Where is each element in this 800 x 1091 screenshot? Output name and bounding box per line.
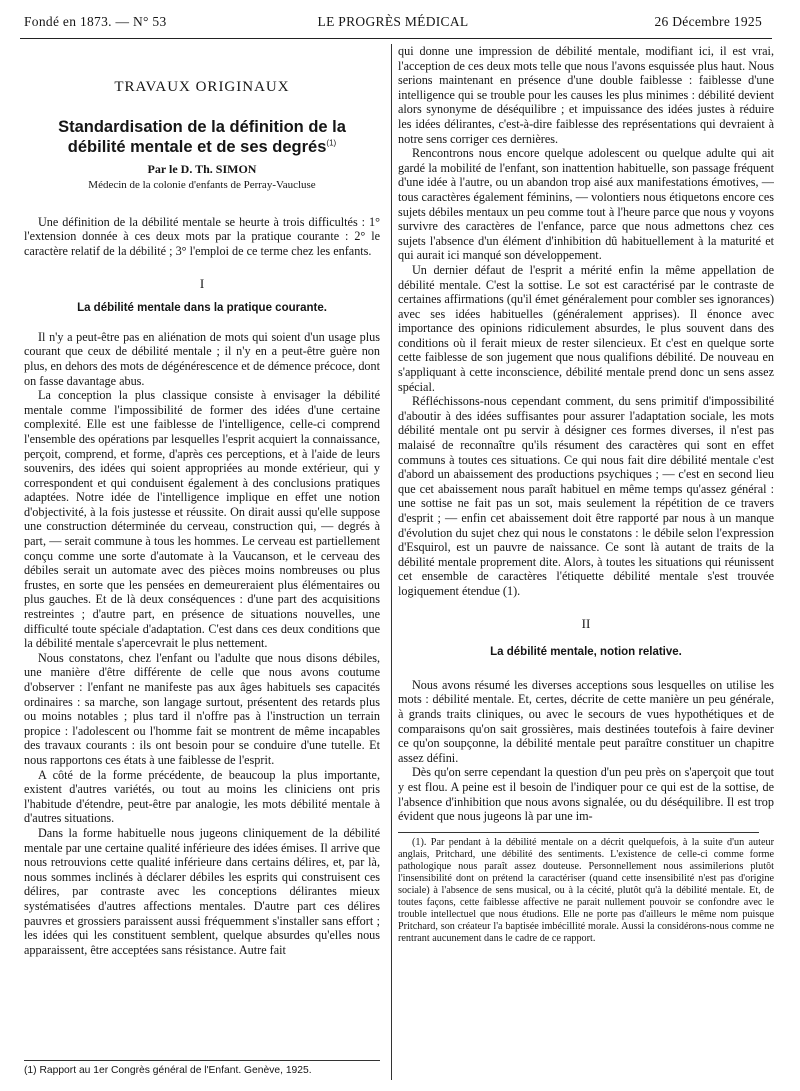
- left-column: [24, 44, 380, 1084]
- footnote: (1) Rapport au 1er Congrès général de l'Enfant. Genève, 1925.: [24, 1065, 312, 1076]
- part-number: I: [199, 275, 205, 291]
- title-line-2: débilité mentale et de ses degrés: [67, 137, 327, 156]
- title-line-1: Standardisation de la définition de la: [58, 117, 346, 136]
- title-footnote-mark: (1): [326, 138, 337, 148]
- right-column: [398, 44, 774, 1084]
- body-paragraph: qui donne une impression de débilité mentale, modifiant ici, il est vrai, l'acception de ces deux mots telle que nous l'avons esquissée plus haut. Nous serions maintenant en présence d'une double faiblesse : faiblesse d'une intelligence qui se trouble pour les causes les plus minimes : débilité devient alors synonyme de déséquilibre ; et impuissance des idées justes à réduire les idées délirantes, c'est-à-dire faiblesse des représentations qui devraient à notre sens corriger ces dernières.: [398, 44, 774, 146]
- body-paragraph: Nous avons résumé les diverses acceptions sous lesquelles on utilise les mots : débilité mentale. Et, certes, décrite de cette manière un peu générale, à grands traits cliniques, ou avec le secours de vues hypothétiques et de comparaisons qu'on sait grossières, mais destinées toutefois à faire deviner ce qu'on soupçonne, la débilité mentale peut paraître constituer un chapitre assez défini.: [398, 677, 774, 765]
- body-paragraph: Dans la forme habituelle nous jugeons cliniquement de la débilité mentale par une certaine qualité inférieure des idées émises. Il arrive que nous retrouvions cette qualité inférieure dans certains délires, et, par là, nous sommes inclinés à déclarer débiles les esprits qui construisent ces délires, par contraste avec les conceptions délirantes mieux systématisées d'autres affections mentales. D'autre part ces délires pauvres et grossiers paraissent aussi fréquemment s'installer sans effort ; les idées qui les constituent semblent, quelque absurdes qu'elles nous apparaissent, être acceptées sans résistance. Autre fait: [24, 825, 380, 957]
- intro-paragraph: Une définition de la débilité mentale se heurte à trois difficultés : 1° l'extension donnée à ces deux mots par la pratique courante : 2° le caractère relatif de la débilité ; 3° l'emploi de ce terme chez les enfants.: [24, 214, 380, 258]
- author-byline: Par le D. Th. SIMON: [147, 161, 257, 176]
- header-founded: Fondé en 1873. — N° 53: [24, 14, 167, 29]
- body-paragraph: Nous constatons, chez l'enfant ou l'adulte que nous disons débiles, une manière d'être différente de celle que nous avons coutume d'observer : l'enfant ne manifeste pas aux âges habituels ses capacités ordinaires : sa marche, son langage surtout, présentent des retards plus ou moins notables ; plus tard il n'offre pas à l'instruction un terrain propice : l'adolescent ou l'homme fait se montrent de même incapables des travaux courants : ils ont besoin pour se conduire d'une tutelle. Et nous rapportons ces états à une faiblesse de l'esprit.: [24, 650, 380, 767]
- article-title: [24, 117, 380, 157]
- body-paragraph: Rencontrons nous encore quelque adolescent ou quelque adulte qui ait gardé la mobilité de l'enfant, son inattention habituelle, son passage fréquent d'une idée à l'autre, ou un abandon trop aisé aux manifestations émotives, — tous caractères également féminins, — volontiers nous étiquetons encore ces sujets débiles mentaux un peu comme tout à l'heure parce que nous y voyons survivre des caractères de l'enfance, parce que nous admettons chez ces sujets l'absence d'un élément d'inhibition dû habituellement à la maturité et qui aurait ici manqué son développement.: [398, 146, 774, 263]
- journal-title: LE PROGRÈS MÉDICAL: [317, 14, 469, 29]
- body-paragraph: Il n'y a peut-être pas en aliénation de mots qui soient d'un usage plus courant que ceux de débilité mentale ; il n'y en a peut-être guère non plus, en dehors des mots de dégénérescence et de démence précoce, dont on fasse davantage abus.: [24, 329, 380, 388]
- part-number: II: [581, 615, 591, 631]
- column-divider: [391, 44, 392, 1080]
- body-paragraph: A côté de la forme précédente, de beaucoup la plus importante, existent d'autres variétés, ou tout au moins les cliniciens ont pris l'habitude d'étendre, peut-être par analogie, les mots débilité mentale à d'autres situations.: [24, 767, 380, 826]
- footnote-rule: [398, 832, 759, 833]
- body-paragraph: Réfléchissons-nous cependant comment, du sens primitif d'impossibilité d'aboutir à des idées suffisantes pour assurer l'adaptation sociale, les mots débilité mentale ont pu servir à désigner ces formes diverses, il n'est pas malaisé de reconnaître qu'ils résument des caractères qui sont en effet communs à toutes ces situations. Ce qui nous fait dire débilité mentale c'est d'abord un abaissement des productions psychiques ; — c'est en second lieu que cet abaissement nous paraît habituel en même temps qu'assez général : une sottise ne fait pas un sot, mais seulement la répétition de ce travers d'esprit ; — enfin cet abaissement doit être rapporté par nous à un manque d'évolution du sujet chez qui nous le constatons : le débile selon l'expression d'Esquirol, est un pauvre de naissance. Ce sont là autant de traits de la débilité mentale proprement dite. Alors, à toutes les situations qui réunissent cet ensemble de caractères l'étiquette débilité mentale s'est trouvée logiquement étendue (1).: [398, 394, 774, 598]
- body-paragraph: Un dernier défaut de l'esprit a mérité enfin la même appellation de débilité mentale. C'est la sottise. Le sot est caractérisé par le contraste de certaines affirmations (qu'il émet généralement pour combler ses ignorances) avec ses idées habituelles (généralement apprises). Il énonce avec importance des opinions ridiculement absurdes, le plus souvent dans des conditions où il ferait mieux de rester silencieux. Et c'est en quelque sorte cette faiblesse de son jugement que nous qualifions débilité. De nouveau en s'appliquant à cette inconscience, débilité mentale prend donc un sens assez spécial.: [398, 262, 774, 394]
- footnote: (1). Par pendant à la débilité mentale on a décrit quelquefois, à la suite d'un auteur anglais, Pritchard, une débilité des sentiments. L'existence de celle-ci comme forme pathologique nous paraît assez douteuse. Personnellement nous assimilerions plutôt l'insensibilité dont on prétend la caractériser (quand cette insensibilité n'est pas d'origine sociale) à l'absence de sens musical, ou à la cécité, plutôt qu'à la débilité mentale. Et, de toutes façons, cette faiblesse affective ne parait nullement pouvoir se confondre avec le trouble intellectuel que nous étudions. Elle ne porte pas d'ailleurs le même nom puisque Pritchard, son créateur l'a baptisée imbécillité morale. Aussi la considérons-nous comme ne rentrant aucunement dans le cadre de ce rapport.: [398, 836, 774, 944]
- part-title: La débilité mentale dans la pratique courante.: [77, 302, 327, 315]
- body-paragraph: Dès qu'on serre cependant la question d'un peu près on s'aperçoit que tout y est flou. A peine est il besoin de l'indiquer pour ce qui est de la sottise, de l'absence d'inhibition que nous avons signalée, ou du déséquilibre. Il est trop évident que nous jugeons là par une im-: [398, 765, 774, 824]
- left-footnote-block: [24, 1060, 380, 1076]
- part-title: La débilité mentale, notion relative.: [490, 646, 682, 659]
- body-paragraph: La conception la plus classique consiste à envisager la débilité mentale comme l'impossibilité de former des idées d'une certaine complexité. Elle est une faiblesse de l'intelligence, celle-ci comprend l'ensemble des opérations par lesquelles l'esprit acquiert la connaissance, perçoit, comprend, et forme, d'après ces perceptions, et à l'aide de leurs souvenirs, des idées qui soient appropriées au monde extérieur, qui y correspondent et qui conduisent également à des conclusions pratiques adaptées. Notre idée de l'intelligence implique en effet une notion d'objectivité, à la fois justesse et réussite. On dirait aussi qu'elle suppose une construction déterminée du cerveau, construction qui, — degrés à part, — serait commune à tous les hommes. Le cerveau est partiellement conçu comme une sorte d'automate à la Vaucanson, et le cerveau des débiles serait un automate avec des pièces moins nombreuses ou plus frustes, en sorte que les pensées en demeureraient plus élémentaires ou plus gauches. Et de là deux conséquences : d'une part des acquisitions restreintes ; d'autre part, en présence de situations nouvelles, une difficulté toute spéciale d'adaptation. C'est dans ces deux conditions que la débilité mentale s'apercevrait le plus nettement.: [24, 388, 380, 651]
- issue-date: 26 Décembre 1925: [654, 14, 762, 29]
- footnote-rule: [24, 1060, 380, 1061]
- author-affiliation: Médecin de la colonie d'enfants de Perray-Vaucluse: [88, 179, 316, 192]
- running-header: [24, 14, 762, 36]
- section-heading: TRAVAUX ORIGINAUX: [114, 79, 290, 95]
- header-rule: [20, 38, 772, 39]
